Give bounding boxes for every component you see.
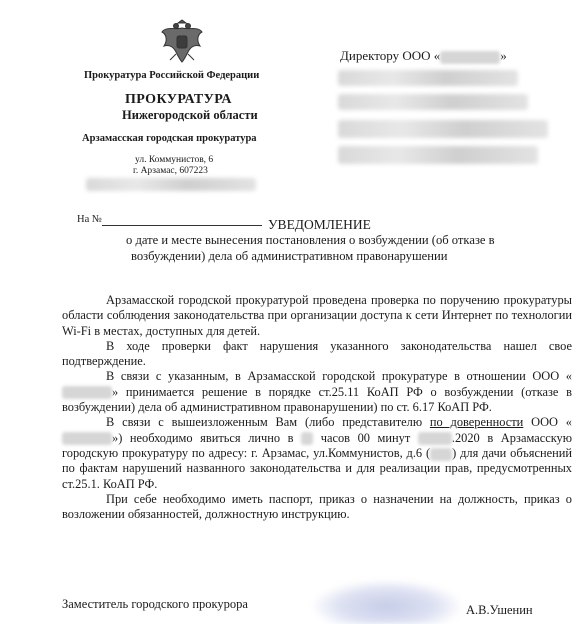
signatory-position: Заместитель городского прокурора <box>62 597 248 611</box>
notice-subtitle-line1: о дате и месте вынесения постановления о возбуждении (об отказе в <box>126 233 495 247</box>
redacted-addressee-4 <box>338 146 538 164</box>
redacted-addressee-1 <box>338 70 518 86</box>
org-name: Прокуратура Российской Федерации <box>84 70 260 81</box>
reference-number-line <box>102 225 262 226</box>
addressee-line: Директору ООО « » <box>340 48 507 63</box>
paragraph-1: Арзамасской городской прокуратурой проведена проверка по поручению прокуратуры области соблюдения законодательства при организации доступа к сети Интернет по технологии Wi-Fi в местах, доступных для детей. <box>62 293 572 338</box>
office-title: Арзамасская городская прокуратура <box>82 133 257 144</box>
paragraph-2: В ходе проверки факт нарушения указанного законодательства нашел свое подтверждение. <box>62 338 572 369</box>
redacted-contacts <box>86 178 256 191</box>
paragraph-3: В связи с указанным, в Арзамасской городской прокуратуре в отношении ООО «» принимается решение в порядке ст.25.11 КоАП РФ о возбуждении (отказе в возбуждении) дела об административном правонарушении) по ст. 6.17 КоАП РФ. <box>62 369 572 415</box>
notice-subtitle-line2: возбуждении) дела об административном правонарушении <box>131 249 448 263</box>
redacted-addressee-2 <box>338 94 528 110</box>
signatory-name: А.В.Ушенин <box>466 603 533 617</box>
redacted-addressee-3 <box>338 120 548 138</box>
office-address-city: г. Арзамас, 607223 <box>133 166 208 176</box>
paragraph-5: При себе необходимо иметь паспорт, приказ о назначении на должность, приказ о возложении обязанностей, должностную инструкцию. <box>62 491 572 522</box>
double-headed-eagle-emblem-icon <box>158 14 206 66</box>
notice-body <box>62 293 572 522</box>
paragraph-4: В связи с вышеизложенным Вам (либо представителю по доверенности ООО «») необходимо явиться лично в часов 00 минут .2020 в Арзамасскую городскую прокуратуру по адресу: г. Арзамас, ул.Коммунистов, д.6 ( ) для дачи объяснений по фактам нарушений названного законодательства и для реализации прав, предусмотренных ст.25.1. КоАП РФ. <box>62 415 573 491</box>
reference-number-label: На № <box>77 214 102 225</box>
prosecutor-title: ПРОКУРАТУРА <box>125 92 232 107</box>
region-title: Нижегородской области <box>122 108 258 122</box>
redacted-signature <box>312 580 462 624</box>
office-address-street: ул. Коммунистов, 6 <box>135 155 214 165</box>
notice-title: УВЕДОМЛЕНИЕ <box>268 217 371 232</box>
